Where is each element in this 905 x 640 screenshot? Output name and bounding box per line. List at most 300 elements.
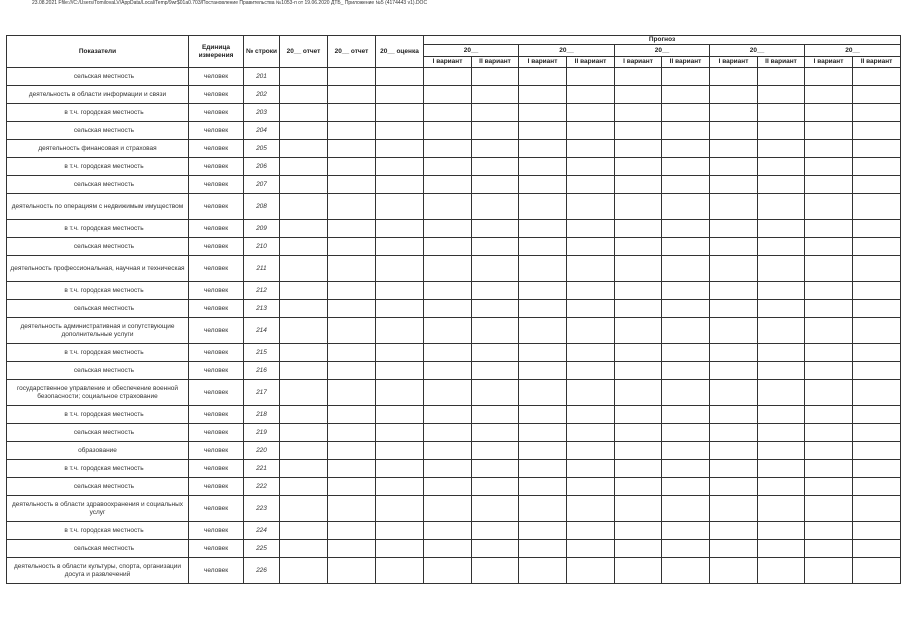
value-cell[interactable] — [376, 104, 424, 122]
value-cell[interactable] — [424, 194, 472, 220]
value-cell[interactable] — [615, 238, 662, 256]
value-cell[interactable] — [758, 68, 805, 86]
value-cell[interactable] — [519, 558, 567, 584]
value-cell[interactable] — [853, 220, 901, 238]
value-cell[interactable] — [853, 194, 901, 220]
value-cell[interactable] — [328, 140, 376, 158]
value-cell[interactable] — [662, 478, 710, 496]
value-cell[interactable] — [805, 220, 853, 238]
value-cell[interactable] — [853, 540, 901, 558]
value-cell[interactable] — [424, 68, 472, 86]
value-cell[interactable] — [328, 318, 376, 344]
value-cell[interactable] — [853, 282, 901, 300]
value-cell[interactable] — [758, 344, 805, 362]
value-cell[interactable] — [280, 406, 328, 424]
value-cell[interactable] — [376, 238, 424, 256]
value-cell[interactable] — [424, 220, 472, 238]
value-cell[interactable] — [424, 540, 472, 558]
value-cell[interactable] — [758, 238, 805, 256]
value-cell[interactable] — [710, 540, 758, 558]
value-cell[interactable] — [805, 176, 853, 194]
value-cell[interactable] — [710, 256, 758, 282]
value-cell[interactable] — [710, 176, 758, 194]
value-cell[interactable] — [424, 344, 472, 362]
value-cell[interactable] — [472, 256, 519, 282]
value-cell[interactable] — [615, 344, 662, 362]
value-cell[interactable] — [805, 442, 853, 460]
value-cell[interactable] — [424, 256, 472, 282]
value-cell[interactable] — [805, 522, 853, 540]
value-cell[interactable] — [280, 424, 328, 442]
value-cell[interactable] — [519, 380, 567, 406]
value-cell[interactable] — [710, 140, 758, 158]
value-cell[interactable] — [567, 380, 615, 406]
value-cell[interactable] — [662, 406, 710, 424]
value-cell[interactable] — [567, 104, 615, 122]
value-cell[interactable] — [280, 122, 328, 140]
value-cell[interactable] — [710, 238, 758, 256]
value-cell[interactable] — [615, 478, 662, 496]
value-cell[interactable] — [424, 406, 472, 424]
value-cell[interactable] — [567, 140, 615, 158]
value-cell[interactable] — [805, 194, 853, 220]
value-cell[interactable] — [424, 558, 472, 584]
value-cell[interactable] — [567, 478, 615, 496]
value-cell[interactable] — [280, 300, 328, 318]
value-cell[interactable] — [758, 140, 805, 158]
value-cell[interactable] — [328, 300, 376, 318]
value-cell[interactable] — [662, 540, 710, 558]
value-cell[interactable] — [567, 282, 615, 300]
value-cell[interactable] — [853, 478, 901, 496]
value-cell[interactable] — [853, 122, 901, 140]
value-cell[interactable] — [805, 300, 853, 318]
value-cell[interactable] — [567, 86, 615, 104]
value-cell[interactable] — [805, 140, 853, 158]
value-cell[interactable] — [853, 176, 901, 194]
value-cell[interactable] — [853, 424, 901, 442]
value-cell[interactable] — [758, 460, 805, 478]
value-cell[interactable] — [567, 176, 615, 194]
value-cell[interactable] — [328, 68, 376, 86]
value-cell[interactable] — [853, 344, 901, 362]
value-cell[interactable] — [328, 104, 376, 122]
value-cell[interactable] — [567, 344, 615, 362]
value-cell[interactable] — [424, 496, 472, 522]
value-cell[interactable] — [567, 194, 615, 220]
value-cell[interactable] — [758, 256, 805, 282]
value-cell[interactable] — [710, 460, 758, 478]
value-cell[interactable] — [615, 256, 662, 282]
value-cell[interactable] — [710, 558, 758, 584]
value-cell[interactable] — [615, 424, 662, 442]
value-cell[interactable] — [328, 460, 376, 478]
value-cell[interactable] — [710, 122, 758, 140]
value-cell[interactable] — [472, 194, 519, 220]
value-cell[interactable] — [376, 380, 424, 406]
value-cell[interactable] — [758, 380, 805, 406]
value-cell[interactable] — [280, 176, 328, 194]
value-cell[interactable] — [758, 424, 805, 442]
value-cell[interactable] — [615, 558, 662, 584]
value-cell[interactable] — [615, 122, 662, 140]
value-cell[interactable] — [328, 424, 376, 442]
value-cell[interactable] — [280, 194, 328, 220]
value-cell[interactable] — [376, 256, 424, 282]
value-cell[interactable] — [662, 424, 710, 442]
value-cell[interactable] — [472, 68, 519, 86]
value-cell[interactable] — [519, 220, 567, 238]
value-cell[interactable] — [519, 68, 567, 86]
value-cell[interactable] — [710, 496, 758, 522]
value-cell[interactable] — [805, 158, 853, 176]
value-cell[interactable] — [328, 176, 376, 194]
value-cell[interactable] — [615, 220, 662, 238]
value-cell[interactable] — [710, 300, 758, 318]
value-cell[interactable] — [376, 496, 424, 522]
value-cell[interactable] — [376, 318, 424, 344]
value-cell[interactable] — [328, 406, 376, 424]
value-cell[interactable] — [710, 344, 758, 362]
value-cell[interactable] — [758, 540, 805, 558]
value-cell[interactable] — [615, 362, 662, 380]
value-cell[interactable] — [376, 140, 424, 158]
value-cell[interactable] — [472, 460, 519, 478]
value-cell[interactable] — [853, 68, 901, 86]
value-cell[interactable] — [424, 362, 472, 380]
value-cell[interactable] — [472, 442, 519, 460]
value-cell[interactable] — [615, 194, 662, 220]
value-cell[interactable] — [615, 380, 662, 406]
value-cell[interactable] — [615, 86, 662, 104]
value-cell[interactable] — [805, 540, 853, 558]
value-cell[interactable] — [710, 194, 758, 220]
value-cell[interactable] — [280, 478, 328, 496]
value-cell[interactable] — [662, 220, 710, 238]
value-cell[interactable] — [472, 496, 519, 522]
value-cell[interactable] — [758, 158, 805, 176]
value-cell[interactable] — [472, 362, 519, 380]
value-cell[interactable] — [376, 176, 424, 194]
value-cell[interactable] — [424, 104, 472, 122]
value-cell[interactable] — [519, 238, 567, 256]
value-cell[interactable] — [758, 496, 805, 522]
value-cell[interactable] — [472, 558, 519, 584]
value-cell[interactable] — [472, 282, 519, 300]
value-cell[interactable] — [615, 158, 662, 176]
value-cell[interactable] — [662, 442, 710, 460]
value-cell[interactable] — [805, 496, 853, 522]
value-cell[interactable] — [376, 442, 424, 460]
value-cell[interactable] — [758, 220, 805, 238]
value-cell[interactable] — [853, 380, 901, 406]
value-cell[interactable] — [567, 220, 615, 238]
value-cell[interactable] — [853, 300, 901, 318]
value-cell[interactable] — [376, 558, 424, 584]
value-cell[interactable] — [328, 362, 376, 380]
value-cell[interactable] — [424, 460, 472, 478]
value-cell[interactable] — [805, 86, 853, 104]
value-cell[interactable] — [472, 140, 519, 158]
value-cell[interactable] — [567, 68, 615, 86]
value-cell[interactable] — [376, 522, 424, 540]
value-cell[interactable] — [567, 122, 615, 140]
value-cell[interactable] — [805, 344, 853, 362]
value-cell[interactable] — [710, 406, 758, 424]
value-cell[interactable] — [519, 424, 567, 442]
value-cell[interactable] — [376, 122, 424, 140]
value-cell[interactable] — [662, 122, 710, 140]
value-cell[interactable] — [710, 478, 758, 496]
value-cell[interactable] — [280, 496, 328, 522]
value-cell[interactable] — [472, 158, 519, 176]
value-cell[interactable] — [710, 442, 758, 460]
value-cell[interactable] — [328, 380, 376, 406]
value-cell[interactable] — [376, 540, 424, 558]
value-cell[interactable] — [280, 220, 328, 238]
value-cell[interactable] — [472, 406, 519, 424]
value-cell[interactable] — [615, 318, 662, 344]
value-cell[interactable] — [567, 158, 615, 176]
value-cell[interactable] — [710, 522, 758, 540]
value-cell[interactable] — [376, 460, 424, 478]
value-cell[interactable] — [376, 478, 424, 496]
value-cell[interactable] — [662, 496, 710, 522]
value-cell[interactable] — [853, 496, 901, 522]
value-cell[interactable] — [424, 282, 472, 300]
value-cell[interactable] — [424, 140, 472, 158]
value-cell[interactable] — [805, 558, 853, 584]
value-cell[interactable] — [519, 318, 567, 344]
value-cell[interactable] — [519, 86, 567, 104]
value-cell[interactable] — [519, 540, 567, 558]
value-cell[interactable] — [710, 318, 758, 344]
value-cell[interactable] — [758, 194, 805, 220]
value-cell[interactable] — [853, 558, 901, 584]
value-cell[interactable] — [758, 442, 805, 460]
value-cell[interactable] — [853, 362, 901, 380]
value-cell[interactable] — [328, 558, 376, 584]
value-cell[interactable] — [662, 140, 710, 158]
value-cell[interactable] — [710, 380, 758, 406]
value-cell[interactable] — [615, 522, 662, 540]
value-cell[interactable] — [710, 158, 758, 176]
value-cell[interactable] — [280, 362, 328, 380]
value-cell[interactable] — [424, 522, 472, 540]
value-cell[interactable] — [853, 256, 901, 282]
value-cell[interactable] — [280, 68, 328, 86]
value-cell[interactable] — [424, 318, 472, 344]
value-cell[interactable] — [805, 318, 853, 344]
value-cell[interactable] — [662, 238, 710, 256]
value-cell[interactable] — [567, 496, 615, 522]
value-cell[interactable] — [472, 86, 519, 104]
value-cell[interactable] — [853, 460, 901, 478]
value-cell[interactable] — [424, 424, 472, 442]
value-cell[interactable] — [519, 140, 567, 158]
value-cell[interactable] — [472, 540, 519, 558]
value-cell[interactable] — [662, 380, 710, 406]
value-cell[interactable] — [567, 300, 615, 318]
value-cell[interactable] — [519, 362, 567, 380]
value-cell[interactable] — [472, 104, 519, 122]
value-cell[interactable] — [472, 522, 519, 540]
value-cell[interactable] — [567, 424, 615, 442]
value-cell[interactable] — [567, 238, 615, 256]
value-cell[interactable] — [376, 220, 424, 238]
value-cell[interactable] — [805, 282, 853, 300]
value-cell[interactable] — [805, 406, 853, 424]
value-cell[interactable] — [805, 460, 853, 478]
value-cell[interactable] — [758, 176, 805, 194]
value-cell[interactable] — [615, 68, 662, 86]
value-cell[interactable] — [328, 442, 376, 460]
value-cell[interactable] — [567, 256, 615, 282]
value-cell[interactable] — [328, 220, 376, 238]
value-cell[interactable] — [615, 140, 662, 158]
value-cell[interactable] — [519, 158, 567, 176]
value-cell[interactable] — [710, 424, 758, 442]
value-cell[interactable] — [280, 86, 328, 104]
value-cell[interactable] — [328, 478, 376, 496]
value-cell[interactable] — [662, 104, 710, 122]
value-cell[interactable] — [662, 68, 710, 86]
value-cell[interactable] — [758, 122, 805, 140]
value-cell[interactable] — [615, 442, 662, 460]
value-cell[interactable] — [615, 406, 662, 424]
value-cell[interactable] — [805, 256, 853, 282]
value-cell[interactable] — [710, 86, 758, 104]
value-cell[interactable] — [758, 406, 805, 424]
value-cell[interactable] — [758, 558, 805, 584]
value-cell[interactable] — [472, 380, 519, 406]
value-cell[interactable] — [376, 86, 424, 104]
value-cell[interactable] — [758, 86, 805, 104]
value-cell[interactable] — [567, 442, 615, 460]
value-cell[interactable] — [280, 558, 328, 584]
value-cell[interactable] — [615, 300, 662, 318]
value-cell[interactable] — [424, 158, 472, 176]
value-cell[interactable] — [662, 256, 710, 282]
value-cell[interactable] — [615, 540, 662, 558]
value-cell[interactable] — [805, 380, 853, 406]
value-cell[interactable] — [424, 176, 472, 194]
value-cell[interactable] — [376, 194, 424, 220]
value-cell[interactable] — [615, 104, 662, 122]
value-cell[interactable] — [280, 540, 328, 558]
value-cell[interactable] — [280, 460, 328, 478]
value-cell[interactable] — [519, 300, 567, 318]
value-cell[interactable] — [424, 300, 472, 318]
value-cell[interactable] — [853, 442, 901, 460]
value-cell[interactable] — [424, 442, 472, 460]
value-cell[interactable] — [853, 318, 901, 344]
value-cell[interactable] — [805, 362, 853, 380]
value-cell[interactable] — [328, 282, 376, 300]
value-cell[interactable] — [567, 318, 615, 344]
value-cell[interactable] — [758, 104, 805, 122]
value-cell[interactable] — [758, 362, 805, 380]
value-cell[interactable] — [519, 496, 567, 522]
value-cell[interactable] — [280, 282, 328, 300]
value-cell[interactable] — [376, 424, 424, 442]
value-cell[interactable] — [853, 104, 901, 122]
value-cell[interactable] — [328, 256, 376, 282]
value-cell[interactable] — [519, 344, 567, 362]
value-cell[interactable] — [328, 238, 376, 256]
value-cell[interactable] — [280, 238, 328, 256]
value-cell[interactable] — [376, 68, 424, 86]
value-cell[interactable] — [328, 496, 376, 522]
value-cell[interactable] — [424, 86, 472, 104]
value-cell[interactable] — [662, 176, 710, 194]
value-cell[interactable] — [805, 68, 853, 86]
value-cell[interactable] — [662, 318, 710, 344]
value-cell[interactable] — [710, 68, 758, 86]
value-cell[interactable] — [519, 194, 567, 220]
value-cell[interactable] — [758, 300, 805, 318]
value-cell[interactable] — [328, 344, 376, 362]
value-cell[interactable] — [328, 86, 376, 104]
value-cell[interactable] — [758, 282, 805, 300]
value-cell[interactable] — [472, 344, 519, 362]
value-cell[interactable] — [519, 442, 567, 460]
value-cell[interactable] — [710, 220, 758, 238]
value-cell[interactable] — [376, 300, 424, 318]
value-cell[interactable] — [328, 122, 376, 140]
value-cell[interactable] — [519, 122, 567, 140]
value-cell[interactable] — [710, 362, 758, 380]
value-cell[interactable] — [662, 300, 710, 318]
value-cell[interactable] — [328, 194, 376, 220]
value-cell[interactable] — [615, 460, 662, 478]
value-cell[interactable] — [424, 122, 472, 140]
value-cell[interactable] — [424, 380, 472, 406]
value-cell[interactable] — [805, 424, 853, 442]
value-cell[interactable] — [710, 282, 758, 300]
value-cell[interactable] — [853, 522, 901, 540]
value-cell[interactable] — [519, 104, 567, 122]
value-cell[interactable] — [376, 362, 424, 380]
value-cell[interactable] — [376, 406, 424, 424]
value-cell[interactable] — [710, 104, 758, 122]
value-cell[interactable] — [280, 140, 328, 158]
value-cell[interactable] — [472, 300, 519, 318]
value-cell[interactable] — [519, 406, 567, 424]
value-cell[interactable] — [472, 238, 519, 256]
value-cell[interactable] — [853, 238, 901, 256]
value-cell[interactable] — [853, 140, 901, 158]
value-cell[interactable] — [472, 220, 519, 238]
value-cell[interactable] — [662, 522, 710, 540]
value-cell[interactable] — [280, 256, 328, 282]
value-cell[interactable] — [567, 540, 615, 558]
value-cell[interactable] — [758, 478, 805, 496]
value-cell[interactable] — [567, 406, 615, 424]
value-cell[interactable] — [662, 158, 710, 176]
value-cell[interactable] — [472, 122, 519, 140]
value-cell[interactable] — [472, 478, 519, 496]
value-cell[interactable] — [376, 344, 424, 362]
value-cell[interactable] — [662, 460, 710, 478]
value-cell[interactable] — [328, 540, 376, 558]
value-cell[interactable] — [519, 282, 567, 300]
value-cell[interactable] — [662, 362, 710, 380]
value-cell[interactable] — [328, 522, 376, 540]
value-cell[interactable] — [424, 238, 472, 256]
value-cell[interactable] — [662, 558, 710, 584]
value-cell[interactable] — [519, 522, 567, 540]
